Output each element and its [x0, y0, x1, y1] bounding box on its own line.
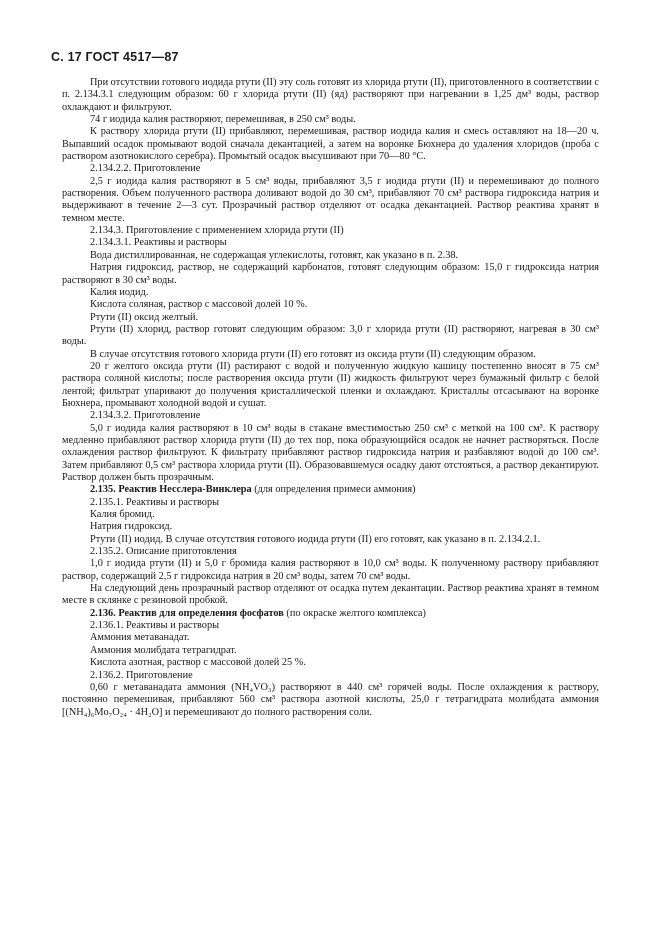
- paragraph-text: Кислота соляная, раствор с массовой долей 10 %.: [90, 299, 308, 311]
- paragraph: [62, 608, 599, 620]
- paragraph: [62, 77, 599, 114]
- paragraph: [62, 361, 599, 410]
- paragraph-text: 74 г иодида калия растворяют, перемешивая, в 250 см³ воды.: [90, 114, 356, 126]
- paragraph-text: 2.134.3.2. Приготовление: [90, 410, 201, 422]
- paragraph: [62, 521, 599, 533]
- paragraph-text: 2.136.1. Реактивы и растворы: [90, 620, 220, 632]
- paragraph-text: 2.135.1. Реактивы и растворы: [90, 496, 220, 508]
- paragraph-text: При отсутствии готового иодида ртути (II) эту соль готовят из хлорида ртути (II), приготовленного в соответствии с п. 2.134.3.1 следующим образом: 60 г хлорида ртути (II) (яд) растворяют при нагревании в 1,25 дм³ воды, раствор охлаждают и фильтруют.: [62, 77, 599, 113]
- paragraph: [62, 126, 599, 163]
- paragraph-text: 1,0 г иодида ртути (II) и 5,0 г бромида калия растворяют в 10,0 см³ воды. К полученному раствору прибавляют раствор, содержащий 2,5 г гидроксида натрия в 20 см³ воды, затем 70 см³ воды.: [62, 558, 599, 582]
- page-header: С. 17 ГОСТ 4517—87: [51, 50, 179, 64]
- paragraph: [62, 237, 599, 249]
- section-heading: 2.135. Реактив Несслера-Винклера: [90, 484, 252, 496]
- paragraph-text: Вода дистиллированная, не содержащая углекислоты, готовят, как указано в п. 2.38.: [90, 249, 459, 261]
- paragraph: [62, 225, 599, 237]
- paragraph-text: (по окраске желтого комплекса): [283, 607, 426, 619]
- paragraph-text: 2,5 г иодида калия растворяют в 5 см³ воды, прибавляют 3,5 г иодида ртути (II) и перемешивают до полного растворения. Объем полученного раствора доливают водой до 30 см³, прибавляют 70 см³ раствора гидроксида натрия и выдерживают в течение 2—3 сут. Прозрачный раствор отделяют от осадка декантацией. Раствор реактива хранят в темном месте.: [62, 175, 599, 224]
- paragraph: [62, 163, 599, 175]
- paragraph: [62, 410, 599, 422]
- paragraph: [62, 682, 599, 719]
- paragraph-text: На следующий день прозрачный раствор отделяют от осадка путем декантации. Раствор реактива хранят в темном месте в склянке с резиновой пробкой.: [62, 583, 599, 607]
- section-heading: 2.136. Реактив для определения фосфатов: [90, 607, 284, 619]
- paragraph-text: 2.136.2. Приготовление: [90, 669, 193, 681]
- paragraph: [62, 620, 599, 632]
- paragraph-text: Аммония метаванадат.: [90, 632, 190, 644]
- paragraph-text: Ртути (II) хлорид, раствор готовят следующим образом: 3,0 г хлорида ртути (II) растворяют, нагревая в 30 см³ воды.: [62, 323, 599, 348]
- paragraph: [62, 645, 599, 657]
- paragraph: [62, 497, 599, 509]
- paragraph-text: Калия иодид.: [90, 286, 149, 298]
- paragraph: [62, 349, 599, 361]
- paragraph-text: Натрия гидроксид.: [90, 521, 173, 533]
- paragraph-text: Ртути (II) оксид желтый.: [90, 311, 199, 323]
- paragraph: [62, 546, 599, 558]
- paragraph-text: 20 г желтого оксида ртути (II) растирают с водой и полученную жидкую кашицу постепенно вносят в 75 см³ раствора соляной кислоты; после растворения оксида ртути (II) жидкость фильтруют через бумажный фильтр с белой лентой; фильтрат упаривают до получения кристаллической пленки и охлаждают. Кристаллы отсасывают на воронке Бюхнера, промывают холодной водой и сушат.: [62, 360, 599, 409]
- paragraph: [62, 114, 599, 126]
- paragraph: [62, 312, 599, 324]
- paragraph-text: 0,60 г метаванадата аммония (NH₄VO₃) растворяют в 440 см³ горячей воды. После охлаждения к раствору, постоянно перемешивая, прибавляют 560 см³ раствора азотной кислоты, 25,0 г тетрагидрата молибдата аммония [(NH₄)₆Mo₇O₂₄ · 4H₂O] и перемешивают до полного растворения соли.: [62, 681, 599, 718]
- paragraph-text: 2.134.3.1. Реактивы и растворы: [90, 237, 227, 249]
- paragraph: [62, 509, 599, 521]
- paragraph-text: Ртути (II) иодид. В случае отсутствия готового иодида ртути (II) его готовят, как указано в п. 2.134.2.1.: [90, 533, 541, 545]
- paragraph-text: Натрия гидроксид, раствор, не содержащий карбонатов, готовят следующим образом: 15,0 г гидроксида натрия растворяют в 30 см³ воды.: [62, 262, 599, 286]
- paragraph: [62, 657, 599, 669]
- paragraph-text: В случае отсутствия готового хлорида ртути (II) его готовят из оксида ртути (II) следующим образом.: [90, 348, 536, 360]
- paragraph: [62, 299, 599, 311]
- paragraph-text: Кислота азотная, раствор с массовой долей 25 %.: [90, 657, 306, 669]
- paragraph: [62, 324, 599, 349]
- paragraph-text: К раствору хлорида ртути (II) прибавляют, перемешивая, раствор иодида калия и смесь оставляют на 18—20 ч. Выпавший осадок промывают водой сначала декантацией, а затем на воронке Бюхнера до удаления хлоридов (проба с раствором азотнокислого серебра). Промытый осадок высушивают при 70—80 °С.: [62, 126, 599, 163]
- paragraph: [62, 423, 599, 485]
- paragraph: [62, 484, 599, 496]
- document-body: [62, 77, 599, 719]
- paragraph-text: (для определения примеси аммония): [251, 484, 416, 496]
- paragraph: [62, 250, 599, 262]
- paragraph: [62, 287, 599, 299]
- paragraph: [62, 262, 599, 287]
- paragraph: [62, 534, 599, 546]
- paragraph: [62, 558, 599, 583]
- paragraph-text: 2.134.3. Приготовление с применением хлорида ртути (II): [90, 225, 344, 237]
- paragraph-text: 5,0 г иодида калия растворяют в 10 см³ воды в стакане вместимостью 250 см³ с меткой на 100 см³. К раствору медленно прибавляют раствор хлорида ртути (II) до тех пор, пока образующийся осадок не начнет растворяться. После охлаждения раствор фильтруют. К фильтрату прибавляют раствор гидроксида натрия и разбавляют водой до 100 см³. Затем прибавляют 0,5 см³ раствора хлорида ртути (II). Образовавшемуся осадку дают отстояться, а раствор декантируют. Раствор должен быть прозрачным.: [62, 422, 599, 483]
- paragraph: [62, 632, 599, 644]
- paragraph-text: 2.135.2. Описание приготовления: [90, 546, 237, 558]
- paragraph-text: 2.134.2.2. Приготовление: [90, 163, 201, 175]
- paragraph: [62, 583, 599, 608]
- paragraph-text: Аммония молибдата тетрагидрат.: [90, 644, 237, 656]
- paragraph: [62, 670, 599, 682]
- paragraph: [62, 176, 599, 225]
- paragraph-text: Калия бромид.: [90, 509, 155, 521]
